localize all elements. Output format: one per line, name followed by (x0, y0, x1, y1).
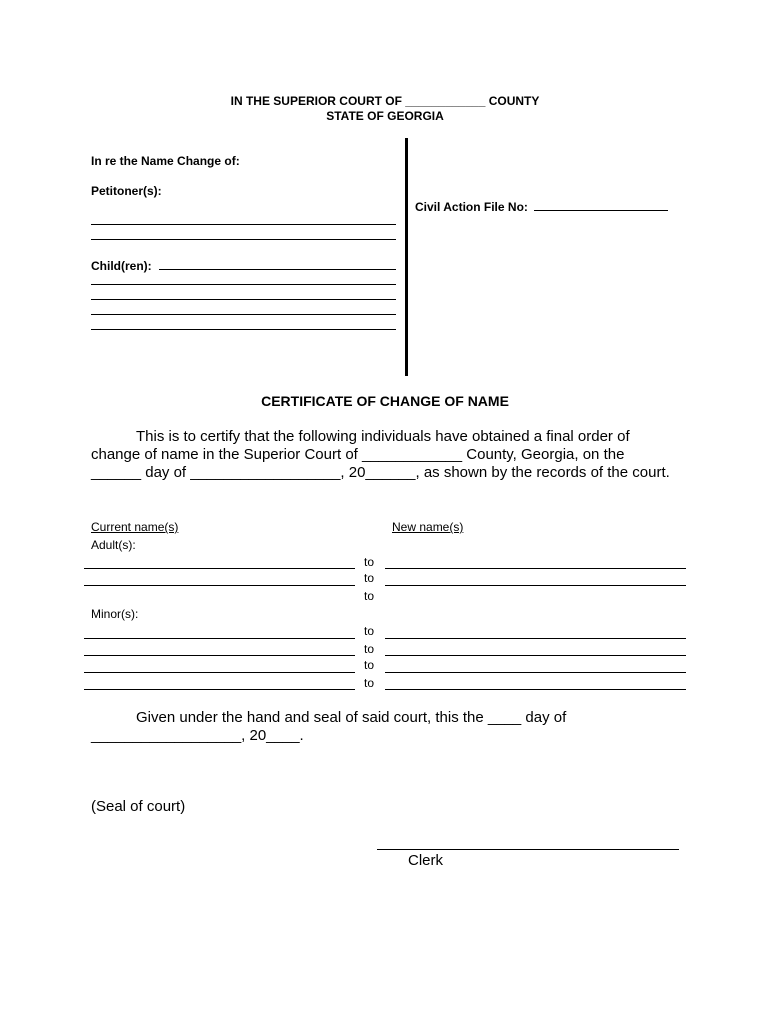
new-name-line[interactable] (385, 638, 686, 639)
civil-action-line[interactable] (534, 210, 668, 211)
child-line[interactable] (159, 269, 396, 270)
to-word: to (364, 555, 375, 569)
child-line[interactable] (91, 284, 396, 285)
caption-divider (405, 138, 408, 376)
new-name-line[interactable] (385, 672, 686, 673)
minors-label: Minor(s): (91, 607, 139, 621)
in-re-label: In re the Name Change of: (91, 154, 240, 168)
current-name-line[interactable] (84, 689, 355, 690)
current-name-line[interactable] (84, 655, 355, 656)
certify-paragraph-line2: change of name in the Superior Court of ____________ County, Georgia, on the (91, 446, 625, 463)
clerk-label: Clerk (408, 852, 444, 869)
new-name-line[interactable] (385, 689, 686, 690)
child-line[interactable] (91, 314, 396, 315)
to-word: to (364, 624, 375, 638)
current-names-header: Current name(s) (91, 520, 179, 534)
child-line[interactable] (91, 329, 396, 330)
petitioner-line[interactable] (91, 224, 396, 225)
new-names-header: New name(s) (392, 520, 464, 534)
certificate-title: CERTIFICATE OF CHANGE OF NAME (261, 393, 509, 409)
new-name-line[interactable] (385, 568, 686, 569)
to-word: to (364, 642, 375, 656)
civil-action-label: Civil Action File No: (415, 200, 528, 214)
to-word: to (364, 676, 375, 690)
adults-label: Adult(s): (91, 538, 136, 552)
clerk-signature-line[interactable] (377, 849, 679, 850)
current-name-line[interactable] (84, 672, 355, 673)
certify-paragraph-line3: ______ day of __________________, 20______, as shown by the records of the court. (91, 464, 670, 481)
state-heading: STATE OF GEORGIA (326, 109, 444, 123)
current-name-line[interactable] (84, 568, 355, 569)
to-word: to (364, 571, 375, 585)
current-name-line[interactable] (84, 585, 355, 586)
seal-of-court-label: (Seal of court) (91, 798, 186, 815)
given-under-line1: Given under the hand and seal of said court, this the ____ day of (136, 709, 567, 726)
petitioners-label: Petitoner(s): (91, 184, 162, 198)
given-under-line2: __________________, 20____. (91, 727, 304, 744)
to-word: to (364, 589, 375, 603)
to-word: to (364, 658, 375, 672)
new-name-line[interactable] (385, 585, 686, 586)
certify-paragraph-line1: This is to certify that the following individuals have obtained a final order of (136, 428, 630, 445)
new-name-line[interactable] (385, 655, 686, 656)
current-name-line[interactable] (84, 638, 355, 639)
children-label: Child(ren): (91, 259, 152, 273)
child-line[interactable] (91, 299, 396, 300)
court-heading: IN THE SUPERIOR COURT OF ____________ COUNTY (230, 94, 540, 108)
petitioner-line[interactable] (91, 239, 396, 240)
